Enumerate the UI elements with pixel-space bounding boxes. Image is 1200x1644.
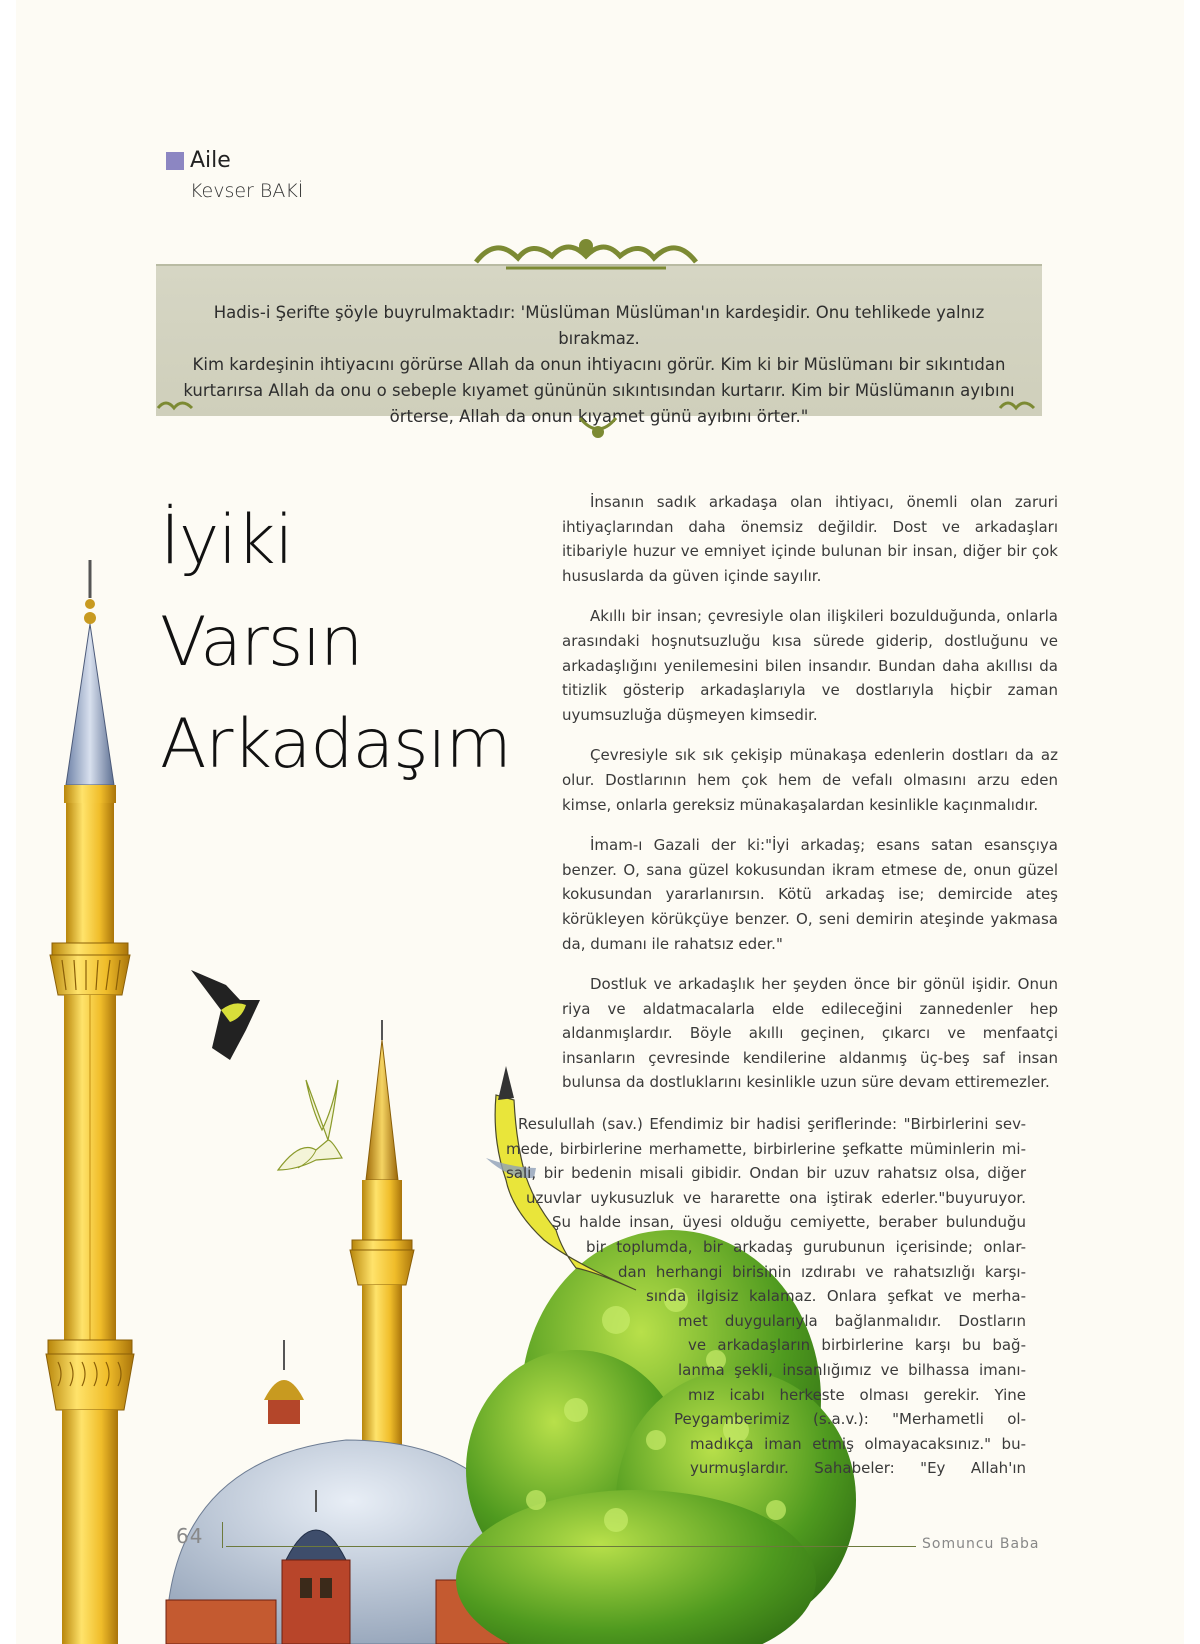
title-line: Varsın [160, 603, 363, 682]
hadith-line: örterse, Allah da onun kıyamet günü ayıbını örter." [389, 407, 809, 426]
black-bird [191, 970, 260, 1060]
paragraph: İnsanın sadık arkadaşa olan ihtiyacı, önemli olan zaruri ihtiyaçlarından daha önemsiz değildir. Dost ve arkadaşları itibariyle huzur ve emniyet içinde bulunan bir insan, diğer bir çok hususlarda da güven içinde sayılır. [562, 493, 1058, 585]
section-marker [166, 152, 184, 170]
left-minaret [46, 560, 134, 1644]
article-title [160, 490, 511, 796]
paragraph-line: mede, birbirlerine merhamette, birbirlerine şefkatte müminlerin mi- [506, 1139, 1026, 1158]
top-ornament [466, 232, 706, 278]
shaped-paragraph [506, 1112, 1026, 1481]
paragraph-line: Şu halde insan, üyesi olduğu cemiyette, beraber bulunduğu [552, 1213, 1026, 1232]
left-ornament [156, 398, 196, 416]
magazine-name: Somuncu Baba [922, 1536, 1040, 1552]
paragraph-line: dan herhangi birisinin ızdırabı ve rahatsızlığı karşı- [618, 1262, 1026, 1281]
hadith-box [156, 264, 1042, 426]
paragraph-line: ve arkadaşların birbirlerine karşı bu bağ- [688, 1336, 1026, 1355]
footer-divider [222, 1522, 223, 1548]
paragraph-line: mız icabı herkeste olması gerekir. Yine [688, 1385, 1026, 1404]
section-label: Aile [190, 148, 231, 173]
paragraph-line: lanma şekli, insanlığımız ve bilhassa imanı- [678, 1360, 1026, 1379]
hadith-line: Hadis-i Şerifte şöyle buyrulmaktadır: 'Müslüman Müslüman'ın kardeşidir. Onu tehlikede yalnız bırakmaz. [213, 303, 985, 348]
bottom-ornament [576, 410, 620, 444]
right-ornament [998, 398, 1038, 416]
paragraph-line: sali, bir bedenin misali gibidir. Ondan bir uzuv rahatsız olsa, diğer [506, 1164, 1026, 1183]
section-header [166, 148, 231, 173]
paragraph-line: uzuvlar uykusuzluk ve hararette ona iştirak ederler."buyuruyor. [526, 1188, 1026, 1207]
author-name: Kevser BAKİ [190, 180, 304, 202]
page-number: 64 [176, 1524, 204, 1548]
paragraph: Akıllı bir insan; çevresiyle olan ilişkileri bozulduğunda, onlarla arasındaki hoşnutsuzluğu kısa sürede giderip, dostluğunu ve arkadaşlığını yenilemesini bilen insandır. Bundan daha akıllısı da titizlik gösterip arkadaşlarıyla ve dostlarıyla hiçbir zaman uyumsuzluğa düşmeyen kimsedir. [562, 607, 1058, 724]
magazine-page [16, 0, 1184, 1644]
title-line: İyiki [160, 501, 293, 580]
hadith-line: Kim kardeşinin ihtiyacını görürse Allah da onun ihtiyacını görür. Kim ki bir Müslümanı bir sıkıntıdan [192, 355, 1006, 374]
title-line: Arkadaşım [160, 705, 511, 784]
white-dove [278, 1080, 342, 1170]
footer-rule [226, 1546, 916, 1547]
paragraph-line: Resulullah (sav.) Efendimiz bir hadisi şeriflerinde: "Birbirlerini sev- [518, 1115, 1026, 1133]
paragraph: Dostluk ve arkadaşlık her şeyden önce bir gönül işidir. Onun riya ve aldatmacalarla elde edileceğini zannedenler hep aldanmışlardır. Böyle akıllı geçinen, çıkarcı ve menfaatçi insanların çevresinde kendilerine aldanmış üç-beş saf insan bulunsa da dostluklarını kesinlikle uzun süre devam ettiremezler. [562, 975, 1058, 1092]
paragraph: İmam-ı Gazali der ki:"İyi arkadaş; esans satan esansçıya benzer. O, sana güzel kokusundan ikram etmese de, onun güzel kokusundan yararlanırsın. Kötü arkadaş ise; demircide ateş körükleyen körükçüye benzer. O, seni demirin ateşinde yakmasa da, dumanı ile rahatsız eder." [562, 836, 1058, 953]
paragraph-line: met duygularıyla bağlanmalıdır. Dostların [678, 1311, 1026, 1330]
paragraph-line: yurmuşlardır. Sahabeler: "Ey Allah'ın [690, 1459, 1026, 1478]
paragraph-line: sında ilgisiz kalamaz. Onlara şefkat ve merha- [646, 1287, 1026, 1306]
paragraph: Çevresiyle sık sık çekişip münakaşa edenlerin dostları da az olur. Dostlarının hem çok hem de vefalı olmasını arzu eden kimse, onlarla gereksiz münakaşalardan kesinlikle kaçınmalıdır. [562, 746, 1058, 814]
article-body [562, 490, 1058, 1111]
paragraph-line: Peygamberimiz (s.a.v.): "Merhametli ol- [674, 1410, 1026, 1429]
hadith-line: kurtarırsa Allah da onu o sebeple kıyamet gününün sıkıntısından kurtarır. Kim bir Müslümanın ayıbını [183, 381, 1015, 400]
paragraph-line: bir toplumda, bir arkadaş gurubunun içerisinde; onlar- [586, 1237, 1026, 1256]
paragraph-line: madıkça iman etmiş olmayacaksınız." bu- [690, 1434, 1026, 1453]
